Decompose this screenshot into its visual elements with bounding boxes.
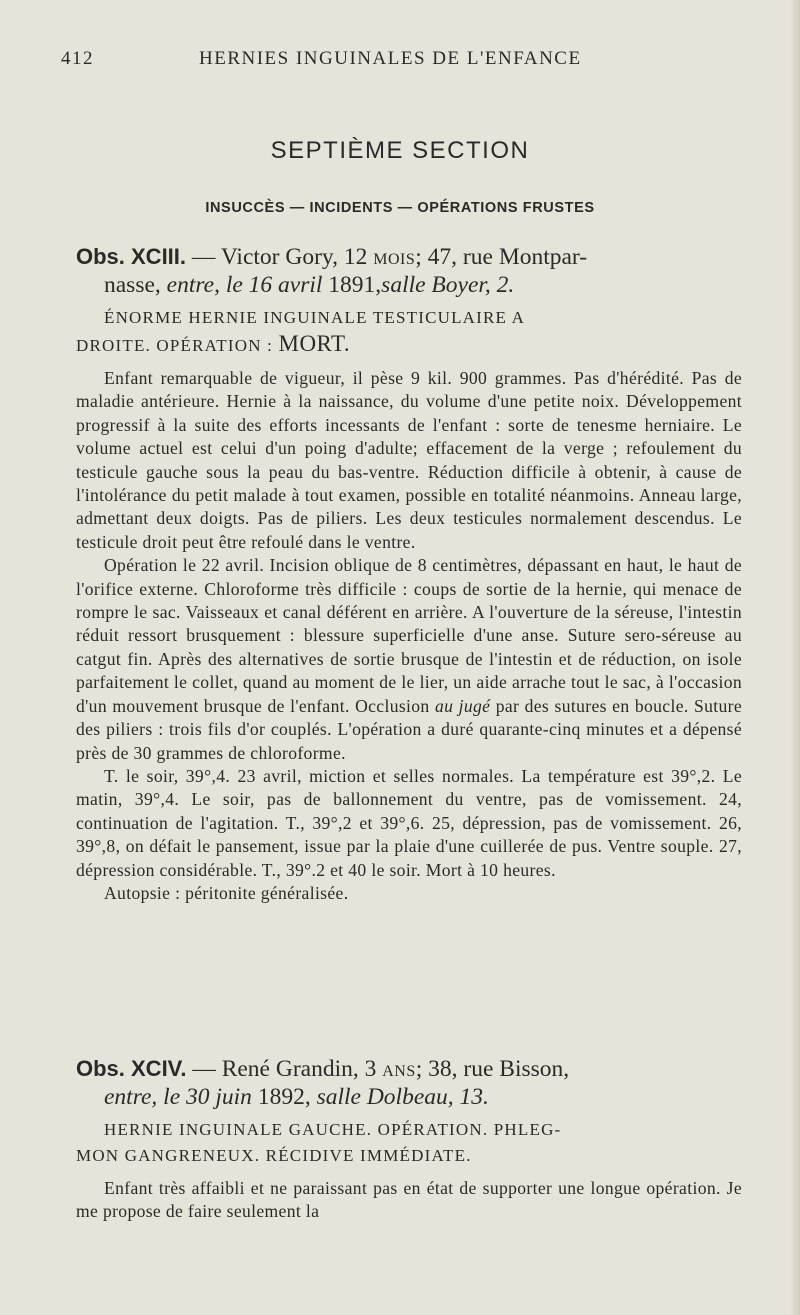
paragraph-history: Enfant remarquable de vigueur, il pèse 9 kil. 900 grammes. Pas d'hérédité. Pas de maladie antérieure. Hernie à la naissance, du volume d'une petite noix. Développement progressif à la suite des efforts incessants de l'enfant : sorte de tenesme herniaire. Le volume actuel est celui d'un poing d'adulte; effacement de la verge ; refoulement du testicule gauche sous la peau du bas-ventre. Réduction difficile à obtenir, à cause de l'intolérance du petit malade à tout examen, possible en totalité néanmoins. Anneau large, admettant deux doigts. Pas de piliers. Les deux testicules normalement descendus. Le testicule droit peut être refoulé dans le ventre. [76,368,742,552]
observation-body [76,367,742,905]
admission-year: 1891, [328,272,382,298]
section-subtitle: INSUCCÈS — INCIDENTS — OPÉRATIONS FRUSTES [205,200,595,216]
diagnosis-line-2: MON GANGRENEUX. RÉCIDIVE IMMÉDIATE. [76,1146,472,1165]
patient-address-cont: nasse, [104,272,161,298]
patient-name: — René Grandin, [192,1056,359,1082]
observation-heading [76,243,730,299]
observation-number: Obs. XCIII. [76,244,187,269]
observation-body [76,1177,742,1224]
outcome-label: MORT. [278,331,351,356]
diagnosis [76,305,730,359]
observation-number: Obs. XCIV. [76,1056,187,1081]
observation-93 [0,243,800,905]
diagnosis-line-1: HERNIE INGUINALE GAUCHE. OPÉRATION. PHLEG- [104,1120,562,1139]
occlusion-italic: au jugé [434,695,491,716]
occlusion-rest: par des sutures en boucle. Suture des piliers : trois fils d'or couplés. L'opération a duré quarante-cinq minutes et a dépensé près de 30 grammes de chloroforme. [76,695,743,763]
operation-text: Opération le 22 avril. Incision oblique de 8 centimètres, dépassant en haut, le haut de l'orifice externe. Chloroforme très difficile : coups de sortie de la hernie, qui menace de rompre le sac. Vaisseaux et canal déférent en arrière. A l'ouverture de la séreuse, l'intestin réduit ressort brusquement : blessure superficielle d'une anse. Suture sero-séreuse au catgut fin. Après des alternatives de sortie brusque de l'intestin et de réduction, on isole parfaitement le collet, quand au moment de le lier, un aide arrache tout le sac, à l'occasion d'un mouvement brusque de l'enfant. Occlusion [76,555,742,716]
admission-year: 1892, [257,1084,311,1110]
patient-age-unit: ans [382,1056,416,1082]
diagnosis [76,1117,730,1169]
patient-age: 12 mois [343,244,416,270]
patient-age: 3 ans [364,1056,416,1082]
section-title: SEPTIÈME SECTION [270,137,530,164]
admission-date: entre, le 30 juin [104,1084,252,1110]
diagnosis-line-2-wrap [76,1143,730,1169]
page-edge-shadow [790,0,800,1315]
running-head [61,46,751,72]
hospital-ward: salle Boyer, 2. [381,272,515,298]
admission-date: entre, le 16 avril [166,272,323,298]
paragraph-history: Enfant très affaibli et ne paraissant pas en état de supporter une longue opération. Je me propose de faire seulement la [76,1178,742,1222]
diagnosis-line-2: DROITE. OPÉRATION : [76,336,274,355]
diagnosis-line-1: ÉNORME HERNIE INGUINALE TESTICULAIRE A [104,308,526,327]
paragraph-autopsy: Autopsie : péritonite généralisée. [104,882,349,903]
patient-address: ; 38, rue Bisson, [415,1056,570,1082]
diagnosis-line-2-wrap [76,331,730,359]
observation-heading [76,1055,730,1111]
patient-address: ; 47, rue Montpar- [415,244,588,270]
heading-continuation [76,1083,730,1111]
running-title: HERNIES INGUINALES DE L'ENFANCE [199,48,582,69]
patient-name: — Victor Gory, [191,244,339,270]
page-number: 412 [61,48,94,69]
paragraph-operation [76,554,742,765]
patient-age-unit: mois [373,244,416,270]
observation-94 [0,1055,800,1224]
heading-continuation [76,271,730,299]
hospital-ward: salle Dolbeau, 13. [316,1084,489,1110]
paragraph-course: T. le soir, 39°,4. 23 avril, miction et selles normales. La température est 39°,2. Le matin, 39°,4. Le soir, pas de ballonnement du ventre, pas de vomissement. 24, continuation de l'agitation. T., 39°,2 et 39°,6. 25, dépression, pas de vomissement. 26, 39°,8, on défait le pansement, issue par la plaie d'une cuillerée de pus. Ventre souple. 27, dépression considérable. T., 39°.2 et 40 le soir. Mort à 10 heures. [76,765,742,880]
